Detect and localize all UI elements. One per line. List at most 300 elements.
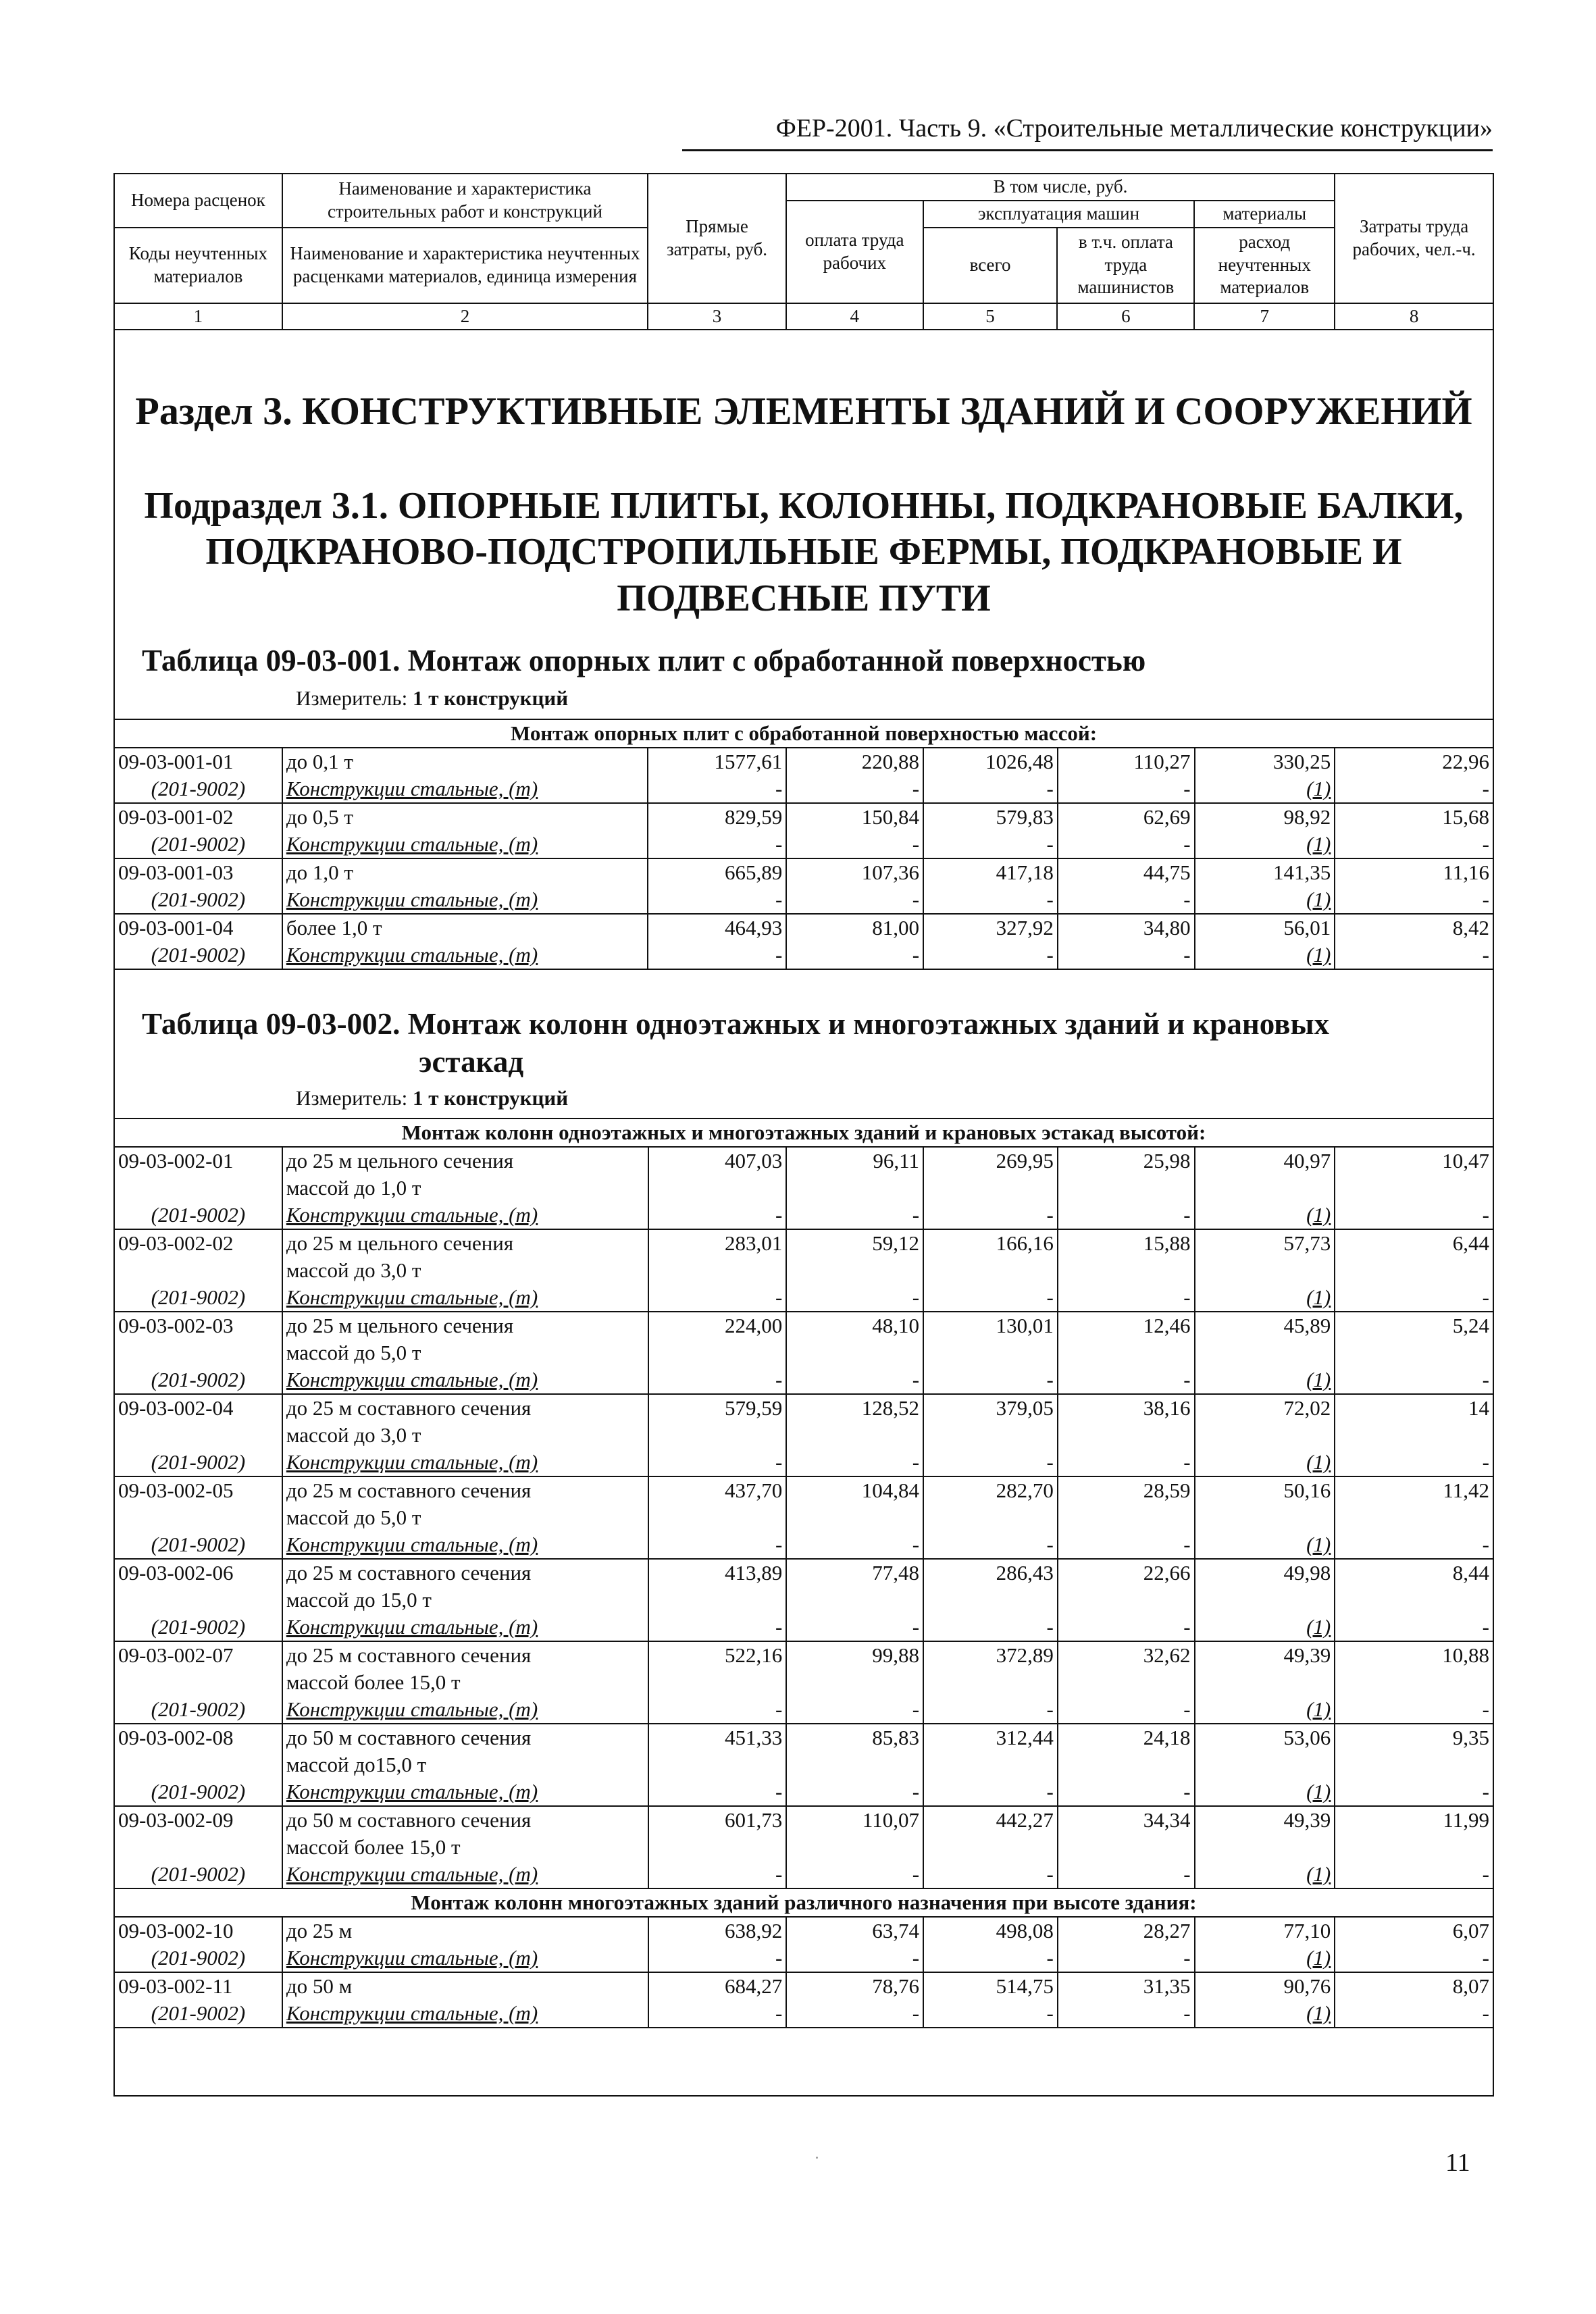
material-qty: (1) — [1195, 775, 1335, 803]
table-row — [114, 1917, 1493, 1945]
material-code: (201-9002) — [114, 2000, 282, 2028]
material-code: (201-9002) — [114, 1202, 282, 1229]
empty-cell — [1195, 1751, 1335, 1778]
rate-code: 09-03-002-11 — [114, 1972, 282, 2000]
empty-cell — [923, 1422, 1058, 1449]
group-header: В том числе, руб. — [786, 174, 1335, 201]
value-c3: 601,73 — [648, 1806, 787, 1834]
dash-cell: - — [648, 1531, 787, 1559]
dash-cell: - — [648, 1202, 787, 1229]
material-name: Конструкции стальные, (т) — [282, 831, 648, 858]
dash-cell: - — [1335, 1945, 1493, 1972]
empty-cell — [1335, 1669, 1493, 1696]
dash-cell: - — [1335, 942, 1493, 969]
material-code: (201-9002) — [114, 831, 282, 858]
work-description: массой более 15,0 т — [282, 1834, 648, 1861]
dash-cell: - — [786, 775, 923, 803]
dash-cell: - — [1058, 775, 1195, 803]
value-c4: 128,52 — [786, 1394, 923, 1422]
material-row — [114, 1366, 1493, 1394]
value-c8: 10,47 — [1335, 1147, 1493, 1175]
empty-cell — [648, 1339, 787, 1366]
table-row — [114, 1724, 1493, 1751]
table-row-continuation — [114, 1257, 1493, 1284]
work-description: массой до 5,0 т — [282, 1339, 648, 1366]
dash-cell: - — [786, 2000, 923, 2028]
value-c8: 15,68 — [1335, 803, 1493, 831]
value-c8: 6,44 — [1335, 1229, 1493, 1257]
dash-cell: - — [923, 942, 1058, 969]
empty-cell — [786, 1751, 923, 1778]
dash-cell: - — [1335, 886, 1493, 914]
dash-cell: - — [923, 775, 1058, 803]
dash-cell: - — [923, 1945, 1058, 1972]
table2-title-line1: Таблица 09-03-002. Монтаж колонн одноэтажных и многоэтажных зданий и крановых — [142, 1007, 1330, 1041]
value-c5: 327,92 — [923, 914, 1058, 942]
dash-cell: - — [1058, 831, 1195, 858]
value-c3: 283,01 — [648, 1229, 787, 1257]
dash-cell: - — [1058, 1696, 1195, 1724]
value-c5: 579,83 — [923, 803, 1058, 831]
material-row — [114, 2000, 1493, 2028]
table1-title: Таблица 09-03-001. Монтаж опорных плит с обработанной поверхностью — [142, 644, 1146, 677]
dash-cell: - — [923, 1531, 1058, 1559]
col8-header: Затраты труда рабочих, чел.-ч. — [1335, 174, 1493, 303]
dash-cell: - — [786, 1449, 923, 1476]
value-c8: 10,88 — [1335, 1641, 1493, 1669]
value-c6: 15,88 — [1058, 1229, 1195, 1257]
dash-cell: - — [648, 1449, 787, 1476]
empty-cell — [1058, 1587, 1195, 1614]
dash-cell: - — [1335, 1366, 1493, 1394]
value-c3: 451,33 — [648, 1724, 787, 1751]
machines-header: эксплуатация машин — [923, 201, 1195, 228]
dash-cell: - — [1058, 1202, 1195, 1229]
subsection-title — [113, 483, 1494, 621]
value-c3: 665,89 — [648, 858, 786, 886]
empty-cell — [1058, 1422, 1195, 1449]
value-c6: 25,98 — [1058, 1147, 1195, 1175]
table-row — [114, 1394, 1493, 1422]
table-row-continuation — [114, 1339, 1493, 1366]
work-description: до 1,0 т — [282, 858, 648, 886]
table-row — [114, 1229, 1493, 1257]
col3-header: Прямые затраты, руб. — [648, 174, 786, 303]
value-c4: 85,83 — [786, 1724, 923, 1751]
work-description: до 50 м составного сечения — [282, 1724, 648, 1751]
col2-header-top: Наименование и характеристика строительных работ и конструкций — [282, 174, 648, 228]
work-description: до 25 м составного сечения — [282, 1641, 648, 1669]
empty-cell — [1195, 1257, 1335, 1284]
value-c5: 282,70 — [923, 1476, 1058, 1504]
work-description: массой до 3,0 т — [282, 1422, 648, 1449]
measure-value: 1 т конструкций — [412, 686, 569, 710]
table-row — [114, 1641, 1493, 1669]
value-c8: 8,44 — [1335, 1559, 1493, 1587]
value-c7: 50,16 — [1195, 1476, 1335, 1504]
rate-code: 09-03-002-05 — [114, 1476, 282, 1504]
empty-cell — [1335, 1751, 1493, 1778]
empty-cell — [923, 1587, 1058, 1614]
dash-cell: - — [1335, 1614, 1493, 1641]
material-row — [114, 1861, 1493, 1888]
material-row — [114, 1696, 1493, 1724]
table-row — [114, 1476, 1493, 1504]
material-code: (201-9002) — [114, 1945, 282, 1972]
empty-cell — [1335, 1834, 1493, 1861]
material-name: Конструкции стальные, (т) — [282, 1778, 648, 1806]
work-description: до 0,1 т — [282, 748, 648, 775]
empty-cell — [648, 1834, 787, 1861]
value-c7: 57,73 — [1195, 1229, 1335, 1257]
value-c4: 220,88 — [786, 748, 923, 775]
empty-cell — [1195, 1587, 1335, 1614]
value-c5: 269,95 — [923, 1147, 1058, 1175]
empty-cell — [114, 1751, 282, 1778]
rate-code: 09-03-002-09 — [114, 1806, 282, 1834]
dash-cell: - — [923, 1696, 1058, 1724]
value-c3: 829,59 — [648, 803, 786, 831]
col-number: 7 — [1194, 303, 1335, 330]
empty-cell — [923, 1504, 1058, 1531]
table2-data — [113, 1118, 1494, 2028]
dash-cell: - — [786, 1696, 923, 1724]
value-c8: 11,42 — [1335, 1476, 1493, 1504]
value-c3: 407,03 — [648, 1147, 787, 1175]
material-name: Конструкции стальные, (т) — [282, 1284, 648, 1312]
value-c4: 104,84 — [786, 1476, 923, 1504]
dash-cell: - — [786, 1778, 923, 1806]
dash-cell: - — [786, 942, 923, 969]
dash-cell: - — [1058, 1861, 1195, 1888]
material-name: Конструкции стальные, (т) — [282, 1531, 648, 1559]
value-c4: 107,36 — [786, 858, 923, 886]
value-c8: 6,07 — [1335, 1917, 1493, 1945]
empty-cell — [114, 1587, 282, 1614]
empty-cell — [648, 1422, 787, 1449]
empty-cell — [1058, 1751, 1195, 1778]
col7-header: расход неучтенных материалов — [1194, 228, 1335, 303]
dash-cell: - — [648, 1366, 787, 1394]
value-c7: 53,06 — [1195, 1724, 1335, 1751]
empty-cell — [648, 1669, 787, 1696]
dash-cell: - — [786, 886, 923, 914]
material-qty: (1) — [1195, 1778, 1335, 1806]
material-name: Конструкции стальные, (т) — [282, 1945, 648, 1972]
work-description: массой до 15,0 т — [282, 1587, 648, 1614]
dash-cell: - — [786, 1861, 923, 1888]
empty-cell — [923, 1834, 1058, 1861]
value-c6: 31,35 — [1058, 1972, 1195, 2000]
empty-cell — [786, 1175, 923, 1202]
material-name: Конструкции стальные, (т) — [282, 775, 648, 803]
material-row — [114, 1202, 1493, 1229]
work-description: до 25 м цельного сечения — [282, 1229, 648, 1257]
material-name: Конструкции стальные, (т) — [282, 1696, 648, 1724]
empty-cell — [923, 1175, 1058, 1202]
value-c7: 72,02 — [1195, 1394, 1335, 1422]
dash-cell: - — [923, 1614, 1058, 1641]
table-row-continuation — [114, 1751, 1493, 1778]
empty-cell — [648, 1751, 787, 1778]
material-name: Конструкции стальные, (т) — [282, 1202, 648, 1229]
dash-cell: - — [648, 1284, 787, 1312]
empty-cell — [1058, 1504, 1195, 1531]
empty-cell — [114, 1257, 282, 1284]
rate-code: 09-03-001-04 — [114, 914, 282, 942]
material-qty: (1) — [1195, 1861, 1335, 1888]
value-c5: 379,05 — [923, 1394, 1058, 1422]
col4-header: оплата труда рабочих — [786, 201, 923, 303]
value-c3: 437,70 — [648, 1476, 787, 1504]
value-c8: 5,24 — [1335, 1312, 1493, 1339]
dash-cell: - — [786, 1614, 923, 1641]
col-number: 4 — [786, 303, 923, 330]
table-row — [114, 1147, 1493, 1175]
empty-cell — [1058, 1339, 1195, 1366]
table-row — [114, 748, 1493, 775]
empty-cell — [1335, 1175, 1493, 1202]
value-c4: 110,07 — [786, 1806, 923, 1834]
material-row — [114, 1614, 1493, 1641]
table1-measure — [296, 686, 568, 711]
empty-cell — [1058, 1834, 1195, 1861]
table2-measure — [296, 1086, 568, 1110]
value-c7: 330,25 — [1195, 748, 1335, 775]
dash-cell: - — [1058, 1531, 1195, 1559]
material-qty: (1) — [1195, 1202, 1335, 1229]
material-row — [114, 775, 1493, 803]
value-c6: 38,16 — [1058, 1394, 1195, 1422]
dash-cell: - — [648, 1861, 787, 1888]
measure-value: 1 т конструкций — [412, 1086, 569, 1110]
table-subheader-row — [114, 1119, 1493, 1147]
empty-cell — [786, 1504, 923, 1531]
work-description: массой до15,0 т — [282, 1751, 648, 1778]
rate-code: 09-03-001-03 — [114, 858, 282, 886]
col-number: 5 — [923, 303, 1058, 330]
material-qty: (1) — [1195, 1284, 1335, 1312]
value-c6: 34,34 — [1058, 1806, 1195, 1834]
empty-cell — [1195, 1422, 1335, 1449]
material-row — [114, 831, 1493, 858]
dash-cell: - — [1058, 1945, 1195, 1972]
empty-cell — [786, 1422, 923, 1449]
value-c5: 1026,48 — [923, 748, 1058, 775]
materials-header: материалы — [1194, 201, 1335, 228]
material-qty: (1) — [1195, 1696, 1335, 1724]
value-c7: 77,10 — [1195, 1917, 1335, 1945]
material-code: (201-9002) — [114, 1531, 282, 1559]
table-subheader: Монтаж колонн многоэтажных зданий различного назначения при высоте здания: — [114, 1888, 1493, 1917]
value-c7: 45,89 — [1195, 1312, 1335, 1339]
value-c3: 224,00 — [648, 1312, 787, 1339]
value-c7: 141,35 — [1195, 858, 1335, 886]
value-c4: 48,10 — [786, 1312, 923, 1339]
value-c6: 44,75 — [1058, 858, 1195, 886]
empty-cell — [1335, 1587, 1493, 1614]
table-row-continuation — [114, 1175, 1493, 1202]
subsection-title-line: ПОДКРАНОВО-ПОДСТРОПИЛЬНЫЕ ФЕРМЫ, ПОДКРАНОВЫЕ И — [205, 531, 1402, 573]
dash-cell: - — [648, 1696, 787, 1724]
material-code: (201-9002) — [114, 1449, 282, 1476]
table-row — [114, 914, 1493, 942]
dash-cell: - — [923, 1861, 1058, 1888]
table-row — [114, 858, 1493, 886]
dash-cell: - — [923, 886, 1058, 914]
table-row — [114, 1972, 1493, 2000]
value-c5: 372,89 — [923, 1641, 1058, 1669]
material-code: (201-9002) — [114, 886, 282, 914]
value-c5: 442,27 — [923, 1806, 1058, 1834]
dash-cell: - — [923, 1366, 1058, 1394]
work-description: до 50 м составного сечения — [282, 1806, 648, 1834]
empty-cell — [786, 1339, 923, 1366]
value-c4: 150,84 — [786, 803, 923, 831]
dash-cell: - — [648, 942, 786, 969]
section-title: Раздел 3. КОНСТРУКТИВНЫЕ ЭЛЕМЕНТЫ ЗДАНИЙ И СООРУЖЕНИЙ — [135, 389, 1472, 433]
table-row-continuation — [114, 1587, 1493, 1614]
value-c4: 77,48 — [786, 1559, 923, 1587]
empty-cell — [114, 1834, 282, 1861]
table-subheader: Монтаж опорных плит с обработанной поверхностью массой: — [114, 719, 1493, 748]
empty-cell — [1335, 1339, 1493, 1366]
material-qty: (1) — [1195, 1531, 1335, 1559]
dash-cell: - — [786, 1531, 923, 1559]
dash-cell: - — [923, 831, 1058, 858]
empty-cell — [786, 1587, 923, 1614]
value-c5: 417,18 — [923, 858, 1058, 886]
material-row — [114, 1449, 1493, 1476]
value-c6: 34,80 — [1058, 914, 1195, 942]
work-description: более 1,0 т — [282, 914, 648, 942]
dash-cell: - — [1335, 2000, 1493, 2028]
empty-cell — [786, 1669, 923, 1696]
table-row — [114, 1559, 1493, 1587]
dash-cell: - — [1335, 1531, 1493, 1559]
empty-cell — [1058, 1669, 1195, 1696]
table-row — [114, 803, 1493, 831]
material-qty: (1) — [1195, 1614, 1335, 1641]
empty-cell — [1335, 1422, 1493, 1449]
work-description: до 50 м — [282, 1972, 648, 2000]
header-rule — [682, 149, 1493, 151]
col-number: 3 — [648, 303, 786, 330]
col1-header-bottom: Коды неучтенных материалов — [114, 228, 282, 303]
col1-header-top: Номера расценок — [114, 174, 282, 228]
running-header: ФЕР-2001. Часть 9. «Строительные металлические конструкции» — [775, 114, 1493, 143]
value-c6: 110,27 — [1058, 748, 1195, 775]
value-c8: 11,99 — [1335, 1806, 1493, 1834]
table-subheader-row — [114, 719, 1493, 748]
empty-cell — [786, 1257, 923, 1284]
empty-cell — [114, 1504, 282, 1531]
empty-cell — [1195, 1834, 1335, 1861]
empty-cell — [114, 1669, 282, 1696]
scan-speck — [816, 2157, 818, 2159]
material-code: (201-9002) — [114, 775, 282, 803]
material-row — [114, 1531, 1493, 1559]
column-header-table — [113, 173, 1494, 330]
value-c4: 96,11 — [786, 1147, 923, 1175]
table-subheader-row — [114, 1888, 1493, 1917]
col2-header-bottom: Наименование и характеристика неучтенных расценками материалов, единица измерения — [282, 228, 648, 303]
value-c6: 24,18 — [1058, 1724, 1195, 1751]
value-c3: 684,27 — [648, 1972, 787, 2000]
value-c4: 63,74 — [786, 1917, 923, 1945]
work-description: массой до 3,0 т — [282, 1257, 648, 1284]
material-name: Конструкции стальные, (т) — [282, 1614, 648, 1641]
empty-cell — [1058, 1175, 1195, 1202]
dash-cell: - — [1058, 886, 1195, 914]
work-description: до 25 м цельного сечения — [282, 1312, 648, 1339]
value-c6: 12,46 — [1058, 1312, 1195, 1339]
dash-cell: - — [1058, 1284, 1195, 1312]
dash-cell: - — [648, 831, 786, 858]
value-c6: 28,27 — [1058, 1917, 1195, 1945]
empty-cell — [114, 1339, 282, 1366]
dash-cell: - — [648, 775, 786, 803]
rate-code: 09-03-002-04 — [114, 1394, 282, 1422]
material-code: (201-9002) — [114, 1696, 282, 1724]
material-name: Конструкции стальные, (т) — [282, 1449, 648, 1476]
value-c4: 81,00 — [786, 914, 923, 942]
material-code: (201-9002) — [114, 1778, 282, 1806]
material-qty: (1) — [1195, 886, 1335, 914]
rate-code: 09-03-002-02 — [114, 1229, 282, 1257]
dash-cell: - — [786, 1202, 923, 1229]
dash-cell: - — [1335, 1202, 1493, 1229]
table-row — [114, 1806, 1493, 1834]
table-row-continuation — [114, 1834, 1493, 1861]
value-c4: 78,76 — [786, 1972, 923, 2000]
empty-cell — [648, 1175, 787, 1202]
material-code: (201-9002) — [114, 1284, 282, 1312]
col-number: 8 — [1335, 303, 1493, 330]
empty-cell — [923, 1339, 1058, 1366]
value-c5: 312,44 — [923, 1724, 1058, 1751]
measure-label: Измеритель: — [296, 1086, 413, 1110]
material-name: Конструкции стальные, (т) — [282, 1366, 648, 1394]
dash-cell: - — [923, 1202, 1058, 1229]
dash-cell: - — [1058, 942, 1195, 969]
dash-cell: - — [1335, 1861, 1493, 1888]
value-c5: 498,08 — [923, 1917, 1058, 1945]
value-c3: 638,92 — [648, 1917, 787, 1945]
dash-cell: - — [1058, 1614, 1195, 1641]
value-c7: 49,39 — [1195, 1806, 1335, 1834]
empty-cell — [923, 1751, 1058, 1778]
material-qty: (1) — [1195, 942, 1335, 969]
empty-cell — [1195, 1504, 1335, 1531]
value-c7: 90,76 — [1195, 1972, 1335, 2000]
table2-title-line2: эстакад — [419, 1045, 524, 1079]
empty-cell — [1335, 1257, 1493, 1284]
work-description: массой до 5,0 т — [282, 1504, 648, 1531]
material-code: (201-9002) — [114, 1614, 282, 1641]
empty-cell — [114, 1422, 282, 1449]
work-description: до 25 м составного сечения — [282, 1394, 648, 1422]
work-description: до 25 м цельного сечения — [282, 1147, 648, 1175]
col6-header: в т.ч. оплата труда машинистов — [1057, 228, 1194, 303]
table-row-continuation — [114, 1669, 1493, 1696]
value-c6: 28,59 — [1058, 1476, 1195, 1504]
empty-cell — [786, 1834, 923, 1861]
work-description: до 0,5 т — [282, 803, 648, 831]
empty-cell — [1195, 1669, 1335, 1696]
table2-title — [142, 1005, 1329, 1081]
measure-label: Измеритель: — [296, 686, 413, 710]
